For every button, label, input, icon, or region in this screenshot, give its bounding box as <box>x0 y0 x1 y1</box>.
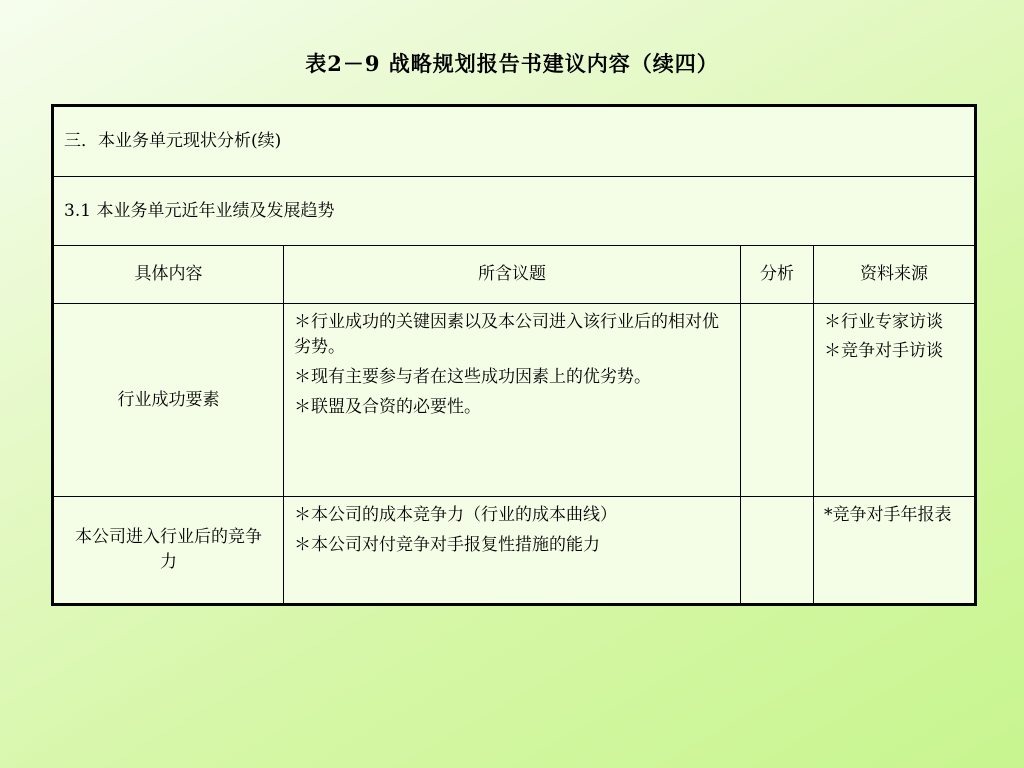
topic-item: ＊联盟及合资的必要性。 <box>294 397 481 417</box>
topic-item: ＊行业成功的关键因素以及本公司进入该行业后的相对优劣势。 <box>294 312 719 357</box>
slide-title: 表2－9 战略规划报告书建议内容（续四） <box>305 51 719 76</box>
sources-cell <box>814 497 976 605</box>
row-label-text: 本公司进入行业后的竞争力 <box>75 527 262 572</box>
source-item: ＊竞争对手访谈 <box>824 341 943 361</box>
source-item: *竞争对手年报表 <box>824 505 952 525</box>
analysis-cell <box>741 304 814 497</box>
report-table <box>51 104 977 606</box>
header-topics: 所含议题 <box>284 246 741 304</box>
row-label <box>53 497 284 605</box>
topics-cell <box>284 304 741 497</box>
source-item: ＊行业专家访谈 <box>824 312 943 332</box>
row-label <box>53 304 284 497</box>
row-label-text: 行业成功要素 <box>117 389 220 410</box>
topics-cell <box>284 497 741 605</box>
sources-cell <box>814 304 976 497</box>
section-heading: 三．本业务单元现状分析(续) <box>53 106 976 177</box>
table-row <box>53 304 976 497</box>
topic-item: ＊本公司的成本竞争力（行业的成本曲线） <box>294 505 617 525</box>
subsection-heading: 3.1 本业务单元近年业绩及发展趋势 <box>53 177 976 246</box>
header-row <box>53 246 976 304</box>
topic-item: ＊现有主要参与者在这些成功因素上的优劣势。 <box>294 367 651 387</box>
header-sources: 资料来源 <box>814 246 976 304</box>
section-row <box>53 106 976 177</box>
topic-item: ＊本公司对付竞争对手报复性措施的能力 <box>294 535 600 555</box>
header-analysis: 分析 <box>741 246 814 304</box>
table-row <box>53 497 976 605</box>
header-content: 具体内容 <box>53 246 284 304</box>
subsection-row <box>53 177 976 246</box>
analysis-cell <box>741 497 814 605</box>
